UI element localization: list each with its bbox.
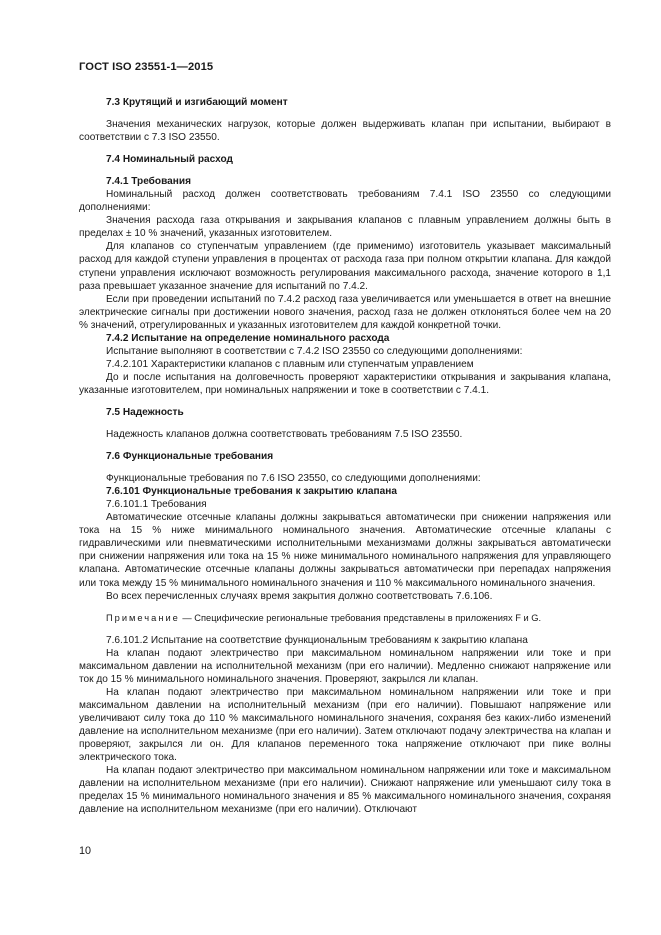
note bbox=[79, 612, 611, 625]
section-heading-7-6: 7.6 Функциональные требования bbox=[106, 451, 274, 463]
paragraph: До и после испытания на долговечность проверяют характеристики открывания и закрывания клапана, указанные изготовителем, при номинальных напряжении и токе в соответствии с 7.4.1. bbox=[79, 371, 611, 396]
paragraph: 7.6.101.1 Требования bbox=[106, 499, 207, 511]
paragraph: 7.6.101.2 Испытание на соответствие функциональным требованиям к закрытию клапана bbox=[106, 634, 528, 646]
note-text: — Специфические региональные требования представлены в приложениях F и G. bbox=[179, 612, 542, 623]
paragraph: На клапан подают электричество при максимальном номинальном напряжении или токе и при максимальном давлении на исполнительной механизм (при его наличии). Медленно снижают напряжение или ток до 15 % минимального номинального значения. Проверяют, закрылся ли клапан. bbox=[79, 647, 611, 685]
document-body bbox=[79, 96, 611, 816]
paragraph: Во всех перечисленных случаях время закрытия должно соответствовать 7.6.106. bbox=[106, 590, 493, 602]
paragraph: Номинальный расход должен соответствовать требованиям 7.4.1 ISO 23550 со следующими дополнениями: bbox=[79, 189, 611, 214]
paragraph: Значения расхода газа открывания и закрывания клапанов с плавным управлением должны быть в пределах ± 10 % значений, указанных изготовителем. bbox=[79, 215, 611, 240]
paragraph: Функциональные требования по 7.6 ISO 23550, со следующими дополнениями: bbox=[106, 473, 481, 485]
section-heading-7-5: 7.5 Надежность bbox=[106, 406, 184, 418]
standard-header: ГОСТ ISO 23551-1—2015 bbox=[79, 61, 214, 73]
section-heading-7-3: 7.3 Крутящий и изгибающий момент bbox=[106, 97, 288, 108]
paragraph: Значения механических нагрузок, которые должен выдерживать клапан при испытании, выбирают в соответствии с 7.3 ISO 23550. bbox=[79, 119, 611, 144]
note-label: Примечание bbox=[106, 612, 180, 623]
subsection-heading-7-6-101: 7.6.101 Функциональные требования к закрытию клапана bbox=[106, 486, 397, 498]
paragraph: Если при проведении испытаний по 7.4.2 расход газа увеличивается или уменьшается в ответ на внешние электрические сигналы при достижении нового значения, расход газа не должен отклоняться более чем на 20 % значений, отрегулированных и указанных изготовителем для каждой конкретной точки. bbox=[79, 293, 611, 331]
paragraph: На клапан подают электричество при максимальном номинальном напряжении или токе и при максимальном давлении на исполнительный механизм (при его наличии). Повышают напряжение или увеличивают силу тока до 110 % максимального номинального значения, сохраняя без каких-либо изменений давление на исполнительном механизме (при его наличии). Затем отключают подачу электричества на клапан и проверяют, закрылся ли он. Для клапанов переменного тока напряжение отключают при пике волны электрического тока. bbox=[79, 686, 611, 764]
subsection-heading-7-4-2: 7.4.2 Испытание на определение номинального расхода bbox=[106, 332, 390, 344]
page-number: 10 bbox=[79, 845, 92, 857]
subsection-heading-7-4-1: 7.4.1 Требования bbox=[106, 176, 191, 188]
section-heading-7-4: 7.4 Номинальный расход bbox=[106, 154, 233, 166]
paragraph: Испытание выполняют в соответствии с 7.4.2 ISO 23550 со следующими дополнениями: bbox=[106, 345, 523, 357]
paragraph: 7.4.2.101 Характеристики клапанов с плавным или ступенчатым управлением bbox=[106, 358, 474, 370]
paragraph: На клапан подают электричество при максимальном номинальном напряжении или токе и максимальном давлении на исполнительном механизме (при его наличии). Снижают напряжение или уменьшают силу тока в пределах 15 % минимального номинального значения и 85 % максимального номинального значения, сохраняя давление на исполнительном механизме (при его наличии). Отключают bbox=[79, 765, 611, 816]
paragraph: Автоматические отсечные клапаны должны закрываться автоматически при снижении напряжения или тока на 15 % ниже минимального номинального значения. Автоматические отсечные клапаны с гидравлическими или пневматическими исполнительными механизмами должны закрываться автоматически при снижении напряжения или тока на 15 % ниже минимального номинального напряжения для управляющего клапана. Автоматические отсечные клапаны должны закрываться автоматически при перепадах напряжения или тока между 15 % минимального номинального значения и 110 % максимального номинального значения. bbox=[79, 512, 611, 589]
paragraph: Для клапанов со ступенчатым управлением (где применимо) изготовитель указывает максимальный расход для каждой ступени управления в процентах от расхода газа при полном открытии клапана. Для каждой ступени управления исключают возможность регулирования максимального расхода, значение которого в 1,1 раза превышает указанное значение для испытаний по 7.4.2. bbox=[79, 241, 611, 292]
paragraph: Надежность клапанов должна соответствовать требованиям 7.5 ISO 23550. bbox=[106, 429, 463, 441]
